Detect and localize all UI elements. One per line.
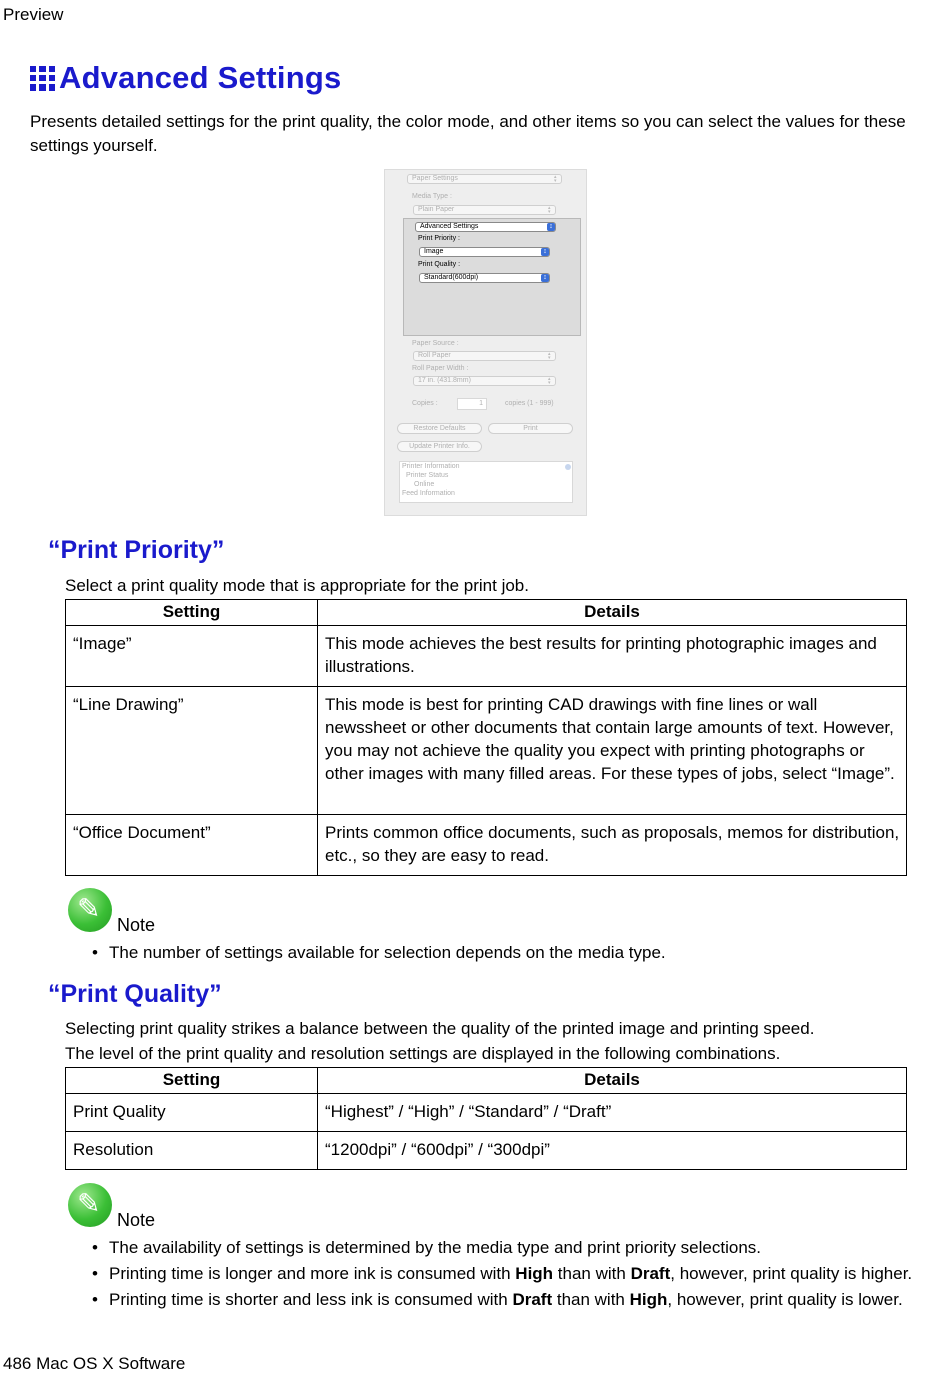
note-item: • Printing time is shorter and less ink is consumed with Draft than with High, however, print quality is lower. [92,1287,922,1313]
note-item: • The availability of settings is determined by the media type and print priority selections. [92,1235,922,1261]
table-row [66,687,907,815]
table-cell-details: Prints common office documents, such as proposals, memos for distribution, etc., so they are easy to read. [318,815,907,876]
copies-label: Copies : [412,400,438,407]
paper-source-select: Roll Paper ▴▾ [413,351,556,361]
copies-range-label: copies (1 - 999) [505,400,554,407]
note-label: Note [117,915,156,935]
table-cell-setting: Print Quality [66,1094,318,1132]
print-priority-label: Print Priority : [418,235,461,242]
roll-width-label: Roll Paper Width : [412,365,469,372]
intro-paragraph: Presents detailed settings for the print quality, the color mode, and other items so you can select the values for these settings yourself. [30,112,906,155]
table-cell-setting: “Office Document” [66,815,318,876]
media-type-select: Plain Paper ▴▾ [413,205,556,215]
table-row [66,815,907,876]
advanced-settings-screenshot [384,169,587,516]
note-label: Note [117,1210,156,1230]
table-cell-details: “Highest” / “High” / “Standard” / “Draft” [318,1094,907,1132]
note-pencil-icon [68,1183,112,1227]
copies-field: 1 [457,398,487,410]
table-cell-details: “1200dpi” / “600dpi” / “300dpi” [318,1132,907,1170]
note-pencil-icon [68,888,112,932]
table-cell-setting: “Image” [66,626,318,687]
paper-settings-select: Paper Settings ▴▾ [407,174,562,184]
paper-source-label: Paper Source : [412,340,459,347]
print-priority-table [65,599,907,876]
print-button: Print [488,423,573,434]
table-row [66,626,907,687]
note-list [92,940,922,966]
print-priority-select: Image ↕ [419,247,550,257]
advanced-settings-select: Advanced Settings ↕ [415,222,556,232]
page-title: Advanced Settings [59,60,342,95]
table-header-setting: Setting [66,600,318,626]
restore-defaults-button: Restore Defaults [397,423,482,434]
table-header-row [66,1068,907,1094]
table-cell-setting: “Line Drawing” [66,687,318,815]
info-scrollbar [565,464,571,500]
table-cell-details: This mode is best for printing CAD drawings with fine lines or wall newssheet or other documents that contain large amounts of text. However, you may not achieve the quality you expect with printing photographs or other images with many filled areas. For these types of jobs, select “Image”. [318,687,907,815]
print-priority-description: Select a print quality mode that is appropriate for the print job. [65,576,529,595]
table-header-row [66,600,907,626]
page-footer: 486 Mac OS X Software [3,1354,186,1373]
table-header-setting: Setting [66,1068,318,1094]
print-quality-description-2: The level of the print quality and resolution settings are displayed in the following combinations. [65,1044,781,1063]
note-item: • The number of settings available for selection depends on the media type. [92,940,922,966]
grid-icon [30,66,55,91]
note-list [92,1235,922,1313]
print-priority-heading: “Print Priority” [48,536,225,564]
print-quality-label: Print Quality : [418,261,461,268]
print-quality-description-1: Selecting print quality strikes a balance between the quality of the printed image and printing speed. [65,1019,815,1038]
printer-info-box [399,461,573,503]
table-header-details: Details [318,600,907,626]
note-item: • Printing time is longer and more ink is consumed with High than with Draft, however, print quality is higher. [92,1261,922,1287]
table-cell-setting: Resolution [66,1132,318,1170]
print-quality-table [65,1067,907,1170]
table-cell-details: This mode achieves the best results for printing photographic images and illustrations. [318,626,907,687]
info-line: Printer Information [402,463,460,470]
print-quality-heading: “Print Quality” [48,980,222,1008]
table-header-details: Details [318,1068,907,1094]
table-row [66,1132,907,1170]
update-printer-info-button: Update Printer Info. [397,441,482,452]
info-line: Printer Status [406,472,449,479]
table-row [66,1094,907,1132]
preview-label: Preview [3,5,64,24]
info-line: Feed Information [402,490,455,497]
media-type-label: Media Type : [412,193,452,200]
print-quality-select: Standard(600dpi) ↕ [419,273,550,283]
info-line: Online [414,481,435,488]
title-row [30,60,341,96]
roll-width-select: 17 in. (431.8mm) ▴▾ [413,376,556,386]
